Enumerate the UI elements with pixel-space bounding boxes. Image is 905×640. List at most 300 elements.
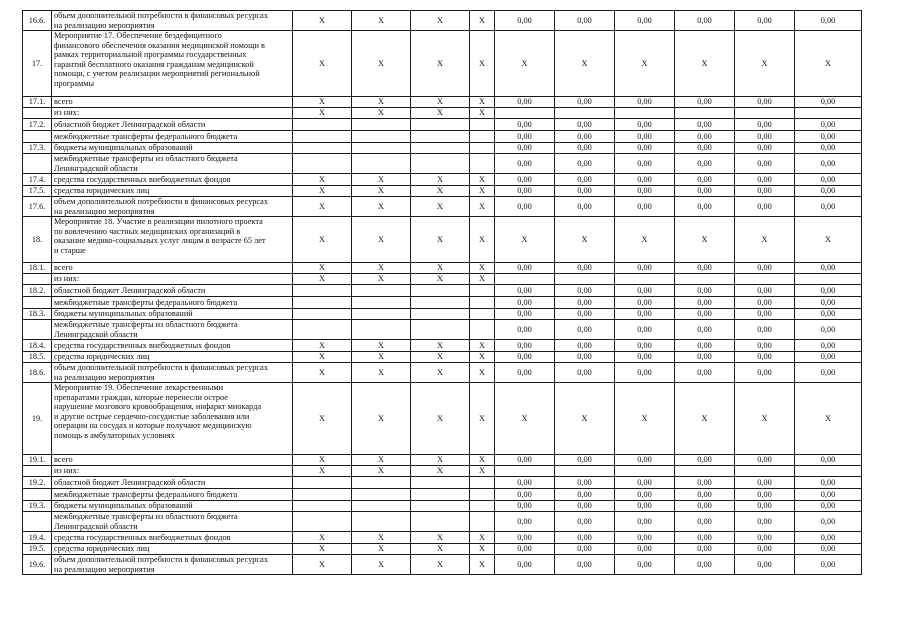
value-cell: 0,00 — [675, 154, 735, 174]
value-cell: 0,00 — [795, 131, 862, 143]
row-label-line: объем дополнительной потребности в финансовых ресурсах — [54, 11, 268, 20]
row-label — [52, 186, 293, 197]
marker-cell: X — [470, 340, 495, 352]
marker-cell: X — [352, 340, 411, 352]
value-cell: 0,00 — [795, 512, 862, 532]
table-row — [23, 363, 862, 383]
value-cell: 0,00 — [795, 340, 862, 352]
value-cell: 0,00 — [555, 143, 615, 154]
value-cell: 0,00 — [555, 174, 615, 186]
value-cell: X — [675, 31, 735, 97]
value-cell — [675, 108, 735, 119]
value-cell: 0,00 — [495, 532, 555, 544]
value-cell: 0,00 — [675, 544, 735, 555]
row-label-line: всего — [54, 97, 73, 107]
value-cell: 0,00 — [495, 477, 555, 489]
value-cell: 0,00 — [735, 340, 795, 352]
value-cell: X — [555, 31, 615, 97]
value-cell: 0,00 — [555, 455, 615, 466]
marker-cell — [470, 477, 495, 489]
value-cell: 0,00 — [495, 174, 555, 186]
row-label — [52, 512, 293, 532]
value-cell: 0,00 — [795, 174, 862, 186]
marker-cell: X — [293, 352, 352, 363]
row-label-line: Мероприятие 19. Обеспечение лекарственными — [54, 383, 224, 392]
value-cell: 0,00 — [735, 285, 795, 297]
value-cell: 0,00 — [795, 489, 862, 501]
marker-cell: X — [470, 97, 495, 108]
row-label — [52, 363, 293, 383]
marker-cell: X — [411, 186, 470, 197]
marker-cell: X — [470, 544, 495, 555]
marker-cell: X — [411, 197, 470, 217]
marker-cell — [293, 119, 352, 131]
row-number: 19. — [23, 383, 52, 455]
value-cell: 0,00 — [495, 455, 555, 466]
marker-cell: X — [352, 197, 411, 217]
marker-cell: X — [411, 383, 470, 455]
row-label-line: на реализацию мероприятия — [54, 20, 155, 30]
row-label-line: на реализацию мероприятия — [54, 564, 155, 574]
value-cell: 0,00 — [615, 285, 675, 297]
marker-cell: X — [470, 352, 495, 363]
value-cell — [675, 274, 735, 285]
value-cell: 0,00 — [675, 320, 735, 340]
value-cell: 0,00 — [495, 143, 555, 154]
value-cell: 0,00 — [735, 263, 795, 274]
value-cell: 0,00 — [735, 455, 795, 466]
value-cell: 0,00 — [555, 263, 615, 274]
value-cell: 0,00 — [795, 555, 862, 575]
row-label-line: всего — [54, 455, 73, 465]
marker-cell — [293, 489, 352, 501]
row-label-line: бюджеты муниципальных образований — [54, 143, 193, 153]
value-cell: 0,00 — [795, 297, 862, 309]
value-cell: X — [615, 31, 675, 97]
row-number: 17.5. — [23, 186, 52, 197]
value-cell: 0,00 — [795, 119, 862, 131]
table-row — [23, 532, 862, 544]
value-cell: 0,00 — [795, 11, 862, 31]
value-cell: 0,00 — [735, 174, 795, 186]
row-label-line: из них: — [54, 274, 80, 284]
table-row — [23, 352, 862, 363]
value-cell: 0,00 — [555, 97, 615, 108]
row-label — [52, 97, 293, 108]
marker-cell — [293, 131, 352, 143]
row-label — [52, 11, 293, 31]
row-number: 19.1. — [23, 455, 52, 466]
value-cell: 0,00 — [615, 501, 675, 512]
table-row — [23, 309, 862, 320]
value-cell — [615, 108, 675, 119]
row-label-line: объем дополнительной потребности в финансовых ресурсах — [54, 363, 268, 372]
row-label-line: и старше — [54, 245, 86, 255]
value-cell: 0,00 — [615, 455, 675, 466]
value-cell: 0,00 — [555, 532, 615, 544]
value-cell: 0,00 — [495, 131, 555, 143]
row-label — [52, 309, 293, 320]
value-cell: 0,00 — [735, 477, 795, 489]
row-label-line: препаратами граждан, которые перенесли острое — [54, 392, 228, 402]
value-cell: 0,00 — [675, 197, 735, 217]
value-cell: 0,00 — [675, 532, 735, 544]
marker-cell — [411, 297, 470, 309]
row-label-line: и другие острые сердечно-сосудистые заболевания или — [54, 411, 250, 421]
value-cell: 0,00 — [615, 320, 675, 340]
row-number: 17.3. — [23, 143, 52, 154]
marker-cell: X — [411, 274, 470, 285]
value-cell: 0,00 — [495, 297, 555, 309]
value-cell: 0,00 — [795, 477, 862, 489]
marker-cell — [470, 512, 495, 532]
value-cell: 0,00 — [495, 97, 555, 108]
value-cell: 0,00 — [495, 263, 555, 274]
marker-cell: X — [293, 11, 352, 31]
marker-cell — [411, 131, 470, 143]
marker-cell: X — [470, 186, 495, 197]
value-cell: 0,00 — [555, 297, 615, 309]
row-label — [52, 154, 293, 174]
row-label-line: Ленинградской области — [54, 329, 138, 339]
row-number: 18.3. — [23, 309, 52, 320]
row-label-line: по вовлечению частных медицинских организаций в — [54, 226, 241, 236]
value-cell: 0,00 — [615, 309, 675, 320]
value-cell: 0,00 — [675, 119, 735, 131]
marker-cell — [470, 501, 495, 512]
row-number — [23, 466, 52, 477]
value-cell: 0,00 — [555, 119, 615, 131]
value-cell: 0,00 — [495, 119, 555, 131]
row-label-line: гарантий бесплатного оказания гражданам медицинской — [54, 59, 254, 69]
marker-cell: X — [411, 263, 470, 274]
marker-cell: X — [411, 11, 470, 31]
table-row — [23, 555, 862, 575]
marker-cell: X — [411, 363, 470, 383]
marker-cell — [352, 285, 411, 297]
value-cell: 0,00 — [615, 263, 675, 274]
row-label-line: областной бюджет Ленинградской области — [54, 119, 206, 129]
value-cell: 0,00 — [735, 131, 795, 143]
value-cell: 0,00 — [675, 131, 735, 143]
value-cell: 0,00 — [555, 309, 615, 320]
table-row — [23, 154, 862, 174]
value-cell: 0,00 — [555, 131, 615, 143]
value-cell: 0,00 — [735, 544, 795, 555]
value-cell — [795, 466, 862, 477]
marker-cell: X — [470, 555, 495, 575]
value-cell: 0,00 — [615, 297, 675, 309]
row-number: 18.6. — [23, 363, 52, 383]
marker-cell: X — [293, 340, 352, 352]
row-label — [52, 532, 293, 544]
marker-cell: X — [352, 363, 411, 383]
table-body — [23, 11, 862, 575]
marker-cell — [352, 143, 411, 154]
row-label — [52, 274, 293, 285]
value-cell: 0,00 — [675, 512, 735, 532]
row-label-line: областной бюджет Ленинградской области — [54, 285, 206, 295]
table-row — [23, 143, 862, 154]
row-label — [52, 31, 293, 97]
value-cell: 0,00 — [495, 512, 555, 532]
row-label-line: средства государственных внебюджетных фондов — [54, 340, 231, 350]
value-cell: 0,00 — [555, 197, 615, 217]
table-row — [23, 466, 862, 477]
marker-cell: X — [470, 217, 495, 263]
row-number — [23, 131, 52, 143]
value-cell: 0,00 — [735, 555, 795, 575]
row-label-line: Мероприятие 17. Обеспечение бездефицитного — [54, 31, 222, 40]
value-cell: 0,00 — [795, 501, 862, 512]
value-cell: 0,00 — [615, 340, 675, 352]
value-cell: 0,00 — [615, 352, 675, 363]
row-label-line: межбюджетные трансферты из областного бюджета — [54, 154, 238, 163]
value-cell: 0,00 — [735, 143, 795, 154]
marker-cell: X — [470, 455, 495, 466]
marker-cell: X — [411, 108, 470, 119]
marker-cell — [411, 489, 470, 501]
table-row — [23, 489, 862, 501]
marker-cell: X — [470, 263, 495, 274]
value-cell: 0,00 — [735, 297, 795, 309]
value-cell: 0,00 — [495, 186, 555, 197]
value-cell: 0,00 — [615, 544, 675, 555]
value-cell: 0,00 — [795, 320, 862, 340]
marker-cell: X — [293, 532, 352, 544]
value-cell: 0,00 — [675, 285, 735, 297]
value-cell: 0,00 — [495, 320, 555, 340]
marker-cell: X — [352, 555, 411, 575]
marker-cell — [352, 154, 411, 174]
marker-cell: X — [411, 544, 470, 555]
row-number: 19.6. — [23, 555, 52, 575]
row-label-line: бюджеты муниципальных образований — [54, 501, 193, 511]
marker-cell — [352, 309, 411, 320]
row-label-line: оказание медико-социальных услуг лицам в возрасте 65 лет — [54, 236, 266, 245]
table-row — [23, 383, 862, 455]
value-cell: X — [495, 217, 555, 263]
value-cell: 0,00 — [555, 363, 615, 383]
row-number: 17.2. — [23, 119, 52, 131]
row-label-line: программы — [54, 78, 95, 88]
marker-cell — [470, 131, 495, 143]
marker-cell — [411, 320, 470, 340]
marker-cell — [293, 143, 352, 154]
value-cell: 0,00 — [495, 197, 555, 217]
value-cell: X — [735, 217, 795, 263]
row-label-line: средства государственных внебюджетных фондов — [54, 532, 231, 542]
table-row — [23, 340, 862, 352]
value-cell: 0,00 — [495, 340, 555, 352]
marker-cell: X — [411, 532, 470, 544]
marker-cell — [352, 512, 411, 532]
value-cell — [495, 466, 555, 477]
marker-cell — [293, 297, 352, 309]
value-cell: 0,00 — [555, 154, 615, 174]
value-cell: 0,00 — [495, 11, 555, 31]
marker-cell: X — [470, 383, 495, 455]
marker-cell — [470, 489, 495, 501]
value-cell: 0,00 — [735, 352, 795, 363]
value-cell: 0,00 — [795, 263, 862, 274]
value-cell: 0,00 — [735, 97, 795, 108]
value-cell: 0,00 — [675, 297, 735, 309]
value-cell: 0,00 — [795, 455, 862, 466]
row-label — [52, 174, 293, 186]
row-label-line: межбюджетные трансферты федерального бюджета — [54, 489, 238, 499]
row-label — [52, 466, 293, 477]
value-cell: X — [795, 31, 862, 97]
marker-cell — [470, 320, 495, 340]
marker-cell — [293, 309, 352, 320]
table-row — [23, 131, 862, 143]
marker-cell: X — [293, 31, 352, 97]
marker-cell: X — [470, 31, 495, 97]
row-label-line: из них: — [54, 108, 80, 118]
value-cell: 0,00 — [795, 154, 862, 174]
row-number — [23, 108, 52, 119]
marker-cell — [411, 285, 470, 297]
row-label-line: межбюджетные трансферты федерального бюджета — [54, 131, 238, 141]
marker-cell — [293, 285, 352, 297]
marker-cell: X — [411, 174, 470, 186]
marker-cell: X — [352, 97, 411, 108]
row-number: 17.4. — [23, 174, 52, 186]
marker-cell: X — [293, 363, 352, 383]
row-label — [52, 197, 293, 217]
value-cell: 0,00 — [495, 154, 555, 174]
marker-cell — [352, 489, 411, 501]
table-row — [23, 174, 862, 186]
marker-cell — [470, 285, 495, 297]
marker-cell: X — [352, 352, 411, 363]
marker-cell — [411, 512, 470, 532]
marker-cell: X — [293, 186, 352, 197]
row-label — [52, 320, 293, 340]
value-cell: 0,00 — [675, 186, 735, 197]
row-number — [23, 320, 52, 340]
marker-cell: X — [352, 455, 411, 466]
row-number: 17.6. — [23, 197, 52, 217]
value-cell: 0,00 — [615, 532, 675, 544]
marker-cell: X — [352, 186, 411, 197]
marker-cell: X — [352, 532, 411, 544]
marker-cell — [470, 154, 495, 174]
marker-cell: X — [411, 352, 470, 363]
value-cell: X — [735, 383, 795, 455]
marker-cell — [293, 512, 352, 532]
value-cell: 0,00 — [495, 352, 555, 363]
marker-cell: X — [411, 340, 470, 352]
value-cell: 0,00 — [795, 186, 862, 197]
value-cell: X — [795, 383, 862, 455]
value-cell: 0,00 — [615, 119, 675, 131]
row-label — [52, 143, 293, 154]
value-cell: 0,00 — [795, 309, 862, 320]
value-cell: 0,00 — [735, 489, 795, 501]
marker-cell — [352, 119, 411, 131]
value-cell — [675, 466, 735, 477]
row-label — [52, 455, 293, 466]
value-cell: 0,00 — [615, 489, 675, 501]
marker-cell: X — [293, 274, 352, 285]
marker-cell: X — [470, 108, 495, 119]
table-row — [23, 97, 862, 108]
value-cell — [495, 108, 555, 119]
row-label — [52, 352, 293, 363]
row-label-line: Ленинградской области — [54, 521, 138, 531]
value-cell: 0,00 — [615, 555, 675, 575]
marker-cell — [470, 297, 495, 309]
row-label-line: финансового обеспечения оказания медицинской помощи в — [54, 40, 265, 50]
table-row — [23, 501, 862, 512]
table-row — [23, 477, 862, 489]
value-cell: 0,00 — [675, 455, 735, 466]
value-cell: X — [675, 217, 735, 263]
marker-cell: X — [293, 263, 352, 274]
marker-cell — [293, 477, 352, 489]
table-row — [23, 544, 862, 555]
value-cell: 0,00 — [675, 309, 735, 320]
row-number: 18.5. — [23, 352, 52, 363]
table-row — [23, 285, 862, 297]
value-cell: 0,00 — [555, 352, 615, 363]
marker-cell: X — [293, 455, 352, 466]
value-cell — [495, 274, 555, 285]
value-cell: X — [795, 217, 862, 263]
marker-cell: X — [352, 274, 411, 285]
marker-cell: X — [411, 466, 470, 477]
marker-cell: X — [352, 174, 411, 186]
value-cell: 0,00 — [555, 512, 615, 532]
row-number: 19.5. — [23, 544, 52, 555]
value-cell — [555, 466, 615, 477]
value-cell: 0,00 — [795, 97, 862, 108]
row-number: 18.2. — [23, 285, 52, 297]
value-cell: 0,00 — [495, 285, 555, 297]
row-number: 18. — [23, 217, 52, 263]
value-cell: 0,00 — [495, 309, 555, 320]
row-label-line: областной бюджет Ленинградской области — [54, 477, 206, 487]
value-cell: 0,00 — [795, 352, 862, 363]
value-cell: 0,00 — [555, 489, 615, 501]
row-number: 18.4. — [23, 340, 52, 352]
row-label-line: бюджеты муниципальных образований — [54, 309, 193, 319]
row-label-line: помощи, с учетом реализации мероприятий региональной — [54, 69, 260, 78]
value-cell — [795, 108, 862, 119]
row-number — [23, 489, 52, 501]
table-row — [23, 186, 862, 197]
budget-table — [22, 10, 862, 575]
row-label — [52, 555, 293, 575]
value-cell: 0,00 — [795, 143, 862, 154]
marker-cell: X — [352, 544, 411, 555]
row-label-line: средства юридических лиц — [54, 186, 150, 196]
table-row — [23, 119, 862, 131]
value-cell: 0,00 — [615, 363, 675, 383]
marker-cell — [411, 143, 470, 154]
value-cell: 0,00 — [615, 131, 675, 143]
value-cell: 0,00 — [735, 119, 795, 131]
value-cell: 0,00 — [675, 263, 735, 274]
row-label — [52, 131, 293, 143]
table-row — [23, 11, 862, 31]
marker-cell — [352, 477, 411, 489]
row-label — [52, 217, 293, 263]
row-label — [52, 544, 293, 555]
row-label — [52, 285, 293, 297]
